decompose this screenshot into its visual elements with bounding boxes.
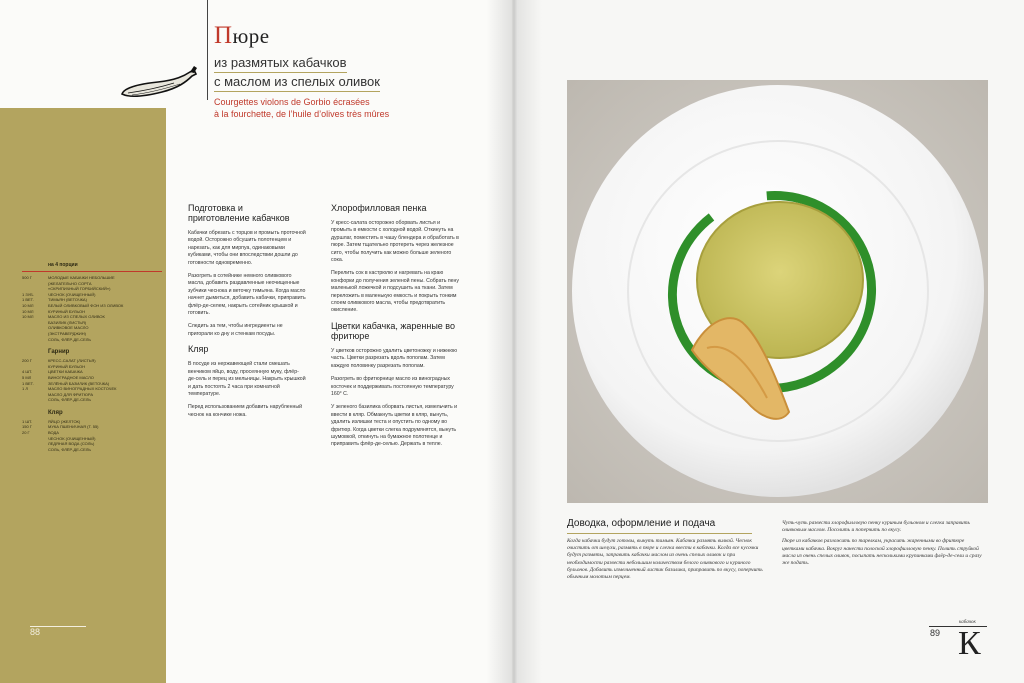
- plating-text-1: [567, 538, 767, 585]
- ingredient-quantity: 5 МЛ: [22, 374, 32, 380]
- ingredient-name: МУКА ПШЕНИЧНАЯ (Т. 55): [48, 424, 99, 430]
- ingredient-name: КРЕСС-САЛАТ (ЛИСТЬЯ): [48, 358, 96, 364]
- dish-photo: [567, 80, 988, 503]
- ingredient-name: ЧЕСНОК (ОЧИЩЕННЫЙ): [48, 291, 96, 297]
- ingredient-row: [22, 397, 160, 403]
- paragraph: У цветков осторожно удалить цветоножку и нижнюю часть. Цветки разрезать вдоль пополам. Затем каждую половинку разрезать пополам.: [331, 347, 458, 369]
- paragraph: У кресс-салата осторожно оборвать листья и промыть в емкости с холодной водой. Откинуть на дуршлаг, поместить в чашу блендера и обработать в пюре. Затем тщательно протереть через железное сито, чтобы получить как можно больше зеленого сока.: [331, 220, 459, 264]
- paragraph: Перелить сок в кастрюлю и нагревать на краю конфорки до получения зеленой пены. Собрать пену маленькой ложечкой и подсушить на ткани. Затем переложить в маленькую емкость и покрыть тонким слоем оливкового масла, чтобы предотвратить окисление.: [331, 270, 460, 314]
- ingredient-quantity: 150 Г: [22, 424, 32, 430]
- ingredient-quantity: 1 ШТ.: [22, 418, 33, 424]
- ingredients-batter: [22, 419, 160, 453]
- heading-fried-flowers: Цветки кабачка, жаренные во фритюре: [331, 320, 455, 341]
- paragraph: В посуде из нержавеющей стали смешать венчиком яйцо, воду, просеянную муку, флёр-де-сель и перец из мельницы. Накрыть крышкой и дать постоять 2 часа при комнатной температуре.: [188, 361, 306, 397]
- ingredient-quantity: 1 ВЕТ.: [22, 297, 34, 303]
- title-rule: [207, 0, 208, 100]
- ingredient-name: МАСЛО ВИНОГРАДНЫХ КОСТОЧЕК: [48, 386, 117, 392]
- page-number-right: 89: [930, 628, 941, 638]
- ingredient-quantity: 1 ВЕТ.: [22, 380, 34, 386]
- paragraph: Разогреть в сотейнике немного оливкового масла, добавить раздавленные неочищенные зубчики чеснока и веточку тимьяна. Когда масло начнет дымиться, добавить кабачки, приправить флёр-де-селем, накрыть сотейник крышкой и готовить.: [188, 273, 306, 317]
- ingredient-name: СОЛЬ, ФЛЁР-ДЕ-СЕЛЬ: [48, 446, 92, 452]
- paragraph: У зеленого базилика оборвать листья, измельчить и ввести в кляр. Обмакнуть цветки в кляр, вынуть, удалить излишки теста и опустить по одному во фритюр. Когда цветки слегка подрумянятся, вынуть шумовкой, откинуть на бумажное полотенце и приправить флёр-де-селью. Держать в тепле.: [331, 404, 457, 448]
- servings: на 4 порции: [48, 262, 78, 268]
- ingredient-quantity: 10 МЛ: [22, 302, 34, 308]
- ingredient-quantity: [22, 447, 48, 453]
- french-title: [214, 96, 474, 120]
- ingredient-quantity: [22, 337, 48, 343]
- garnish-title: Гарнир: [48, 349, 70, 356]
- ingredient-quantity: 500 Г: [22, 275, 32, 280]
- ingredient-quantity: 20 Г: [22, 430, 30, 436]
- ingredients-list: [22, 262, 160, 452]
- ingredient-name: МАСЛО ИЗ СПЕЛЫХ ОЛИВОК: [48, 314, 105, 320]
- ingredient-name: «СКРИПИЧНЫЙ ГОРБИЙСКИЙ»): [48, 286, 111, 292]
- ingredient-name: ЧЕСНОК (ОЧИЩЕННЫЙ): [48, 435, 96, 441]
- ingredient-name: ЗЕЛЁНЫЙ БАЗИЛИК (ВЕТОЧКА): [48, 380, 110, 386]
- french-line-2: à la fourchette, de l’huile d’olives très mûres: [214, 109, 390, 119]
- ingredient-name: (ЖЕЛАТЕЛЬНО СОРТА: [48, 280, 92, 286]
- ingredient-quantity: 10 МЛ: [22, 314, 34, 320]
- ingredient-quantity: 1 ЗУБ.: [22, 291, 34, 297]
- heading-zucchini-prep: Подготовка и приготовление кабачков: [188, 203, 290, 223]
- ingredient-name: ОЛИВКОВОЕ МАСЛО: [48, 325, 89, 331]
- ingredient-name: СОЛЬ, ФЛЁР-ДЕ-СЕЛЬ: [48, 336, 92, 342]
- section-letter: К: [958, 625, 981, 662]
- ingredient-name: МОЛОДЫЕ КАБАЧКИ НЕБОЛЬШИЕ: [48, 275, 115, 280]
- ingredient-row: [22, 447, 160, 453]
- ingredient-name: ЛЕДЯНАЯ ВОДА (СОЛЬ): [48, 441, 95, 447]
- title-rest: юре: [232, 24, 270, 48]
- ingredient-name: БАЗИЛИК (ЛИСТЬЯ): [48, 319, 87, 325]
- batter-title: Кляр: [48, 409, 63, 416]
- text-column-1: [188, 203, 306, 425]
- plating-text-2: [782, 520, 982, 571]
- ingredient-name: ЯЙЦО (ЖЕЛТОК): [48, 418, 81, 424]
- ingredients-garnish: [22, 358, 160, 403]
- ingredient-quantity: 4 ШТ.: [22, 369, 33, 375]
- ingredient-name: (ЭКСТРАВЕРДЖИН): [48, 330, 86, 336]
- text-column-2: [331, 203, 459, 455]
- ingredient-name: КУРИНЫЙ БУЛЬОН: [48, 363, 85, 369]
- zucchini-illustration: [118, 64, 198, 100]
- paragraph: Перед использованием добавить нарубленный чеснок на кончике ножа.: [188, 404, 303, 418]
- subtitle-line-1: из размятых кабачков: [214, 54, 347, 73]
- ingredient-name: БЕЛЫЙ ОЛИВКОВЫЙ ФОН ИЗ ОЛИВОК: [48, 302, 124, 308]
- heading-plating: Доводка, оформление и подача: [567, 518, 716, 529]
- ingredient-quantity: 1 Л: [22, 386, 28, 392]
- subtitle-line-2: с маслом из спелых оливок: [214, 73, 380, 92]
- ingredient-name: МАСЛО ДЛЯ ФРИТЮРА: [48, 391, 93, 397]
- ingredients-rule: [22, 271, 162, 272]
- ingredient-name: СОЛЬ, ФЛЁР-ДЕ-СЕЛЬ: [48, 397, 92, 403]
- ingredient-quantity: 200 Г: [22, 358, 32, 364]
- paragraph: Следить за тем, чтобы ингредиенты не пригорали ко дну и стенкам посуды.: [188, 323, 283, 337]
- paragraph: Когда кабачки будут готовы, вынуть тимьян. Кабачки размять вилкой. Чеснок очистить от шелухи, размять в пюре и слегка ввести в кабачки. Когда все кусочки будут размяты, заправить кабачки маслом из очень спелых оливок и при необходимости развести небольшим количеством белого оливкового и куриного бульонов. Добавить измельченный листик базилика, приправить по вкусу, поперчить обычным молотым перцем.: [567, 538, 763, 581]
- page-number-left: 88: [30, 627, 41, 637]
- ingredients-main: [22, 275, 160, 342]
- ingredient-name: ТИМЬЯН (ВЕТОЧКА): [48, 297, 87, 303]
- ingredient-name: ЦВЕТКИ КАБАЧКА: [48, 369, 83, 375]
- page-title: [214, 22, 270, 50]
- subtitle: [214, 54, 474, 92]
- ingredient-quantity: [22, 397, 48, 403]
- heading-batter: Кляр: [188, 344, 209, 355]
- section-word: кабачок: [959, 620, 976, 625]
- ingredient-name: КУРИНЫЙ БУЛЬОН: [48, 308, 85, 314]
- ingredient-quantity: 10 МЛ: [22, 308, 34, 314]
- ingredient-row: [22, 337, 160, 343]
- paragraph: Чуть-чуть развести хлорофилловую пенку куриным бульоном и слегка заправить оливковым маслом. Посолить и поперчить по вкусу.: [782, 520, 970, 534]
- heading-chlorophyll: Хлорофилловая пенка: [331, 203, 427, 213]
- paragraph: Разогреть во фритюрнице масло из виноградных косточек и поддерживать постоянную температуру 160° С.: [331, 376, 454, 397]
- french-line-1: Courgettes violons de Gorbio écrasées: [214, 97, 370, 107]
- ingredient-name: ВОДА: [48, 430, 59, 436]
- title-initial: П: [214, 22, 233, 49]
- paragraph: Пюре из кабачков разложить по тарелкам, украсить жаренными во фритюре цветками кабачка. Вокруг нанести полоской хлорофилловую пенку. Полить струйкой масла из очень спелых оливок, посыпать несколькими крупинками флёр-де-сели и сразу же подать.: [782, 538, 982, 567]
- paragraph: Кабачки обрезать с торцов и промыть проточной водой. Осторожно обсушить полотенцем и нарезать, как для мирпуа, одинаковыми кубиками, чтобы они впоследствии дошли до готовности одновременно.: [188, 230, 306, 266]
- ingredient-name: ВИНОГРАДНОЕ МАСЛО: [48, 374, 94, 380]
- heading-rule: [567, 533, 752, 534]
